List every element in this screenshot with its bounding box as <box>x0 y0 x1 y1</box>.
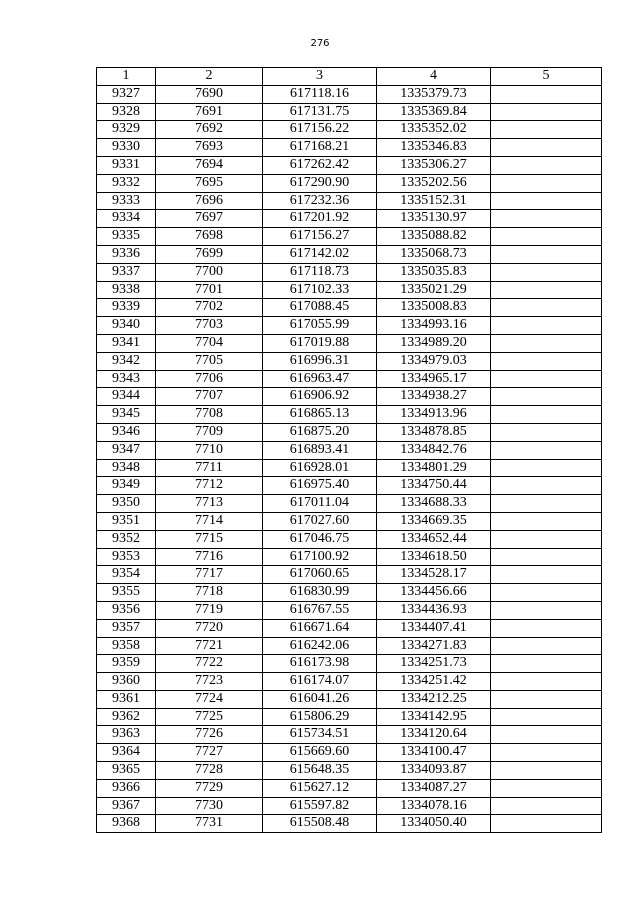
table-row <box>97 815 602 833</box>
table-cell-col-4: 1334212.25 <box>377 690 491 708</box>
table-cell-col-5 <box>491 388 602 406</box>
table-cell-col-2: 7708 <box>156 406 263 424</box>
table-cell-col-5 <box>491 495 602 513</box>
table-cell-col-3: 617055.99 <box>263 317 377 335</box>
table-cell-col-2: 7724 <box>156 690 263 708</box>
table-cell-col-5 <box>491 139 602 157</box>
table-cell-col-5 <box>491 245 602 263</box>
table-row <box>97 477 602 495</box>
table-cell-col-3: 615806.29 <box>263 708 377 726</box>
table-cell-col-3: 615669.60 <box>263 744 377 762</box>
table-cell-col-4: 1335352.02 <box>377 121 491 139</box>
table-cell-col-3: 616865.13 <box>263 406 377 424</box>
table-cell-col-2: 7692 <box>156 121 263 139</box>
table-cell-col-3: 617290.90 <box>263 174 377 192</box>
table-cell-col-4: 1334100.47 <box>377 744 491 762</box>
table-cell-col-4: 1335369.84 <box>377 103 491 121</box>
table-cell-col-1: 9351 <box>97 512 156 530</box>
table-cell-col-2: 7706 <box>156 370 263 388</box>
table-cell-col-2: 7693 <box>156 139 263 157</box>
table-cell-col-3: 616174.07 <box>263 673 377 691</box>
table-cell-col-4: 1334120.64 <box>377 726 491 744</box>
table-cell-col-3: 617168.21 <box>263 139 377 157</box>
table-cell-col-2: 7712 <box>156 477 263 495</box>
table-cell-col-2: 7699 <box>156 245 263 263</box>
table-cell-col-2: 7690 <box>156 85 263 103</box>
table-cell-col-1: 9349 <box>97 477 156 495</box>
table-cell-col-5 <box>491 637 602 655</box>
table-row <box>97 619 602 637</box>
table-cell-col-5 <box>491 690 602 708</box>
table-cell-col-4: 1335008.83 <box>377 299 491 317</box>
table-cell-col-3: 617100.92 <box>263 548 377 566</box>
table-cell-col-1: 9337 <box>97 263 156 281</box>
table-cell-col-5 <box>491 584 602 602</box>
table-cell-col-1: 9362 <box>97 708 156 726</box>
table-cell-col-5 <box>491 459 602 477</box>
table-row <box>97 299 602 317</box>
table-cell-col-1: 9327 <box>97 85 156 103</box>
table-cell-col-3: 616893.41 <box>263 441 377 459</box>
table-cell-col-2: 7719 <box>156 601 263 619</box>
table-cell-col-4: 1334688.33 <box>377 495 491 513</box>
table-cell-col-2: 7701 <box>156 281 263 299</box>
table-cell-col-4: 1334618.50 <box>377 548 491 566</box>
table-cell-col-3: 617131.75 <box>263 103 377 121</box>
table-cell-col-5 <box>491 477 602 495</box>
table-cell-col-1: 9359 <box>97 655 156 673</box>
table-row <box>97 334 602 352</box>
table-cell-col-3: 617262.42 <box>263 156 377 174</box>
table-row <box>97 192 602 210</box>
table-cell-col-2: 7697 <box>156 210 263 228</box>
table-cell-col-1: 9367 <box>97 797 156 815</box>
table-row <box>97 512 602 530</box>
table-cell-col-3: 617088.45 <box>263 299 377 317</box>
table-cell-col-4: 1334528.17 <box>377 566 491 584</box>
table-row <box>97 103 602 121</box>
table-cell-col-3: 617142.02 <box>263 245 377 263</box>
table-cell-col-5 <box>491 744 602 762</box>
table-cell-col-4: 1334436.93 <box>377 601 491 619</box>
table-cell-col-2: 7700 <box>156 263 263 281</box>
table-row <box>97 210 602 228</box>
table-cell-col-3: 617046.75 <box>263 530 377 548</box>
table-cell-col-5 <box>491 370 602 388</box>
table-cell-col-2: 7694 <box>156 156 263 174</box>
table-row <box>97 263 602 281</box>
table-cell-col-2: 7721 <box>156 637 263 655</box>
table-cell-col-1: 9336 <box>97 245 156 263</box>
table-cell-col-5 <box>491 406 602 424</box>
table-cell-col-3: 616173.98 <box>263 655 377 673</box>
table-cell-col-3: 617118.73 <box>263 263 377 281</box>
table-cell-col-3: 617232.36 <box>263 192 377 210</box>
table-row <box>97 174 602 192</box>
table-cell-col-4: 1334993.16 <box>377 317 491 335</box>
table-cell-col-5 <box>491 619 602 637</box>
table-cell-col-5 <box>491 317 602 335</box>
table-row <box>97 121 602 139</box>
table-cell-col-2: 7727 <box>156 744 263 762</box>
table-cell-col-5 <box>491 726 602 744</box>
table-cell-col-1: 9329 <box>97 121 156 139</box>
table-cell-col-3: 616830.99 <box>263 584 377 602</box>
coordinates-table <box>96 67 602 833</box>
table-cell-col-4: 1334251.73 <box>377 655 491 673</box>
column-header-4: 4 <box>377 68 491 86</box>
table-cell-col-3: 615734.51 <box>263 726 377 744</box>
table-cell-col-3: 616767.55 <box>263 601 377 619</box>
table-cell-col-2: 7720 <box>156 619 263 637</box>
table-cell-col-4: 1335068.73 <box>377 245 491 263</box>
table-cell-col-2: 7705 <box>156 352 263 370</box>
table-cell-col-3: 616242.06 <box>263 637 377 655</box>
table-cell-col-2: 7710 <box>156 441 263 459</box>
table-row <box>97 281 602 299</box>
table-cell-col-5 <box>491 352 602 370</box>
table-row <box>97 370 602 388</box>
table-cell-col-1: 9346 <box>97 423 156 441</box>
table-cell-col-4: 1334407.41 <box>377 619 491 637</box>
table-cell-col-2: 7695 <box>156 174 263 192</box>
table-cell-col-2: 7702 <box>156 299 263 317</box>
table-cell-col-3: 616996.31 <box>263 352 377 370</box>
table-cell-col-1: 9335 <box>97 228 156 246</box>
table-cell-col-5 <box>491 334 602 352</box>
table-cell-col-2: 7716 <box>156 548 263 566</box>
table-cell-col-4: 1334142.95 <box>377 708 491 726</box>
table-cell-col-5 <box>491 762 602 780</box>
table-cell-col-2: 7723 <box>156 673 263 691</box>
table-cell-col-4: 1334093.87 <box>377 762 491 780</box>
page-number: 276 <box>310 38 330 49</box>
table-cell-col-1: 9365 <box>97 762 156 780</box>
table-cell-col-3: 615648.35 <box>263 762 377 780</box>
table-cell-col-3: 616875.20 <box>263 423 377 441</box>
table-cell-col-4: 1334050.40 <box>377 815 491 833</box>
table-cell-col-5 <box>491 121 602 139</box>
table-row <box>97 797 602 815</box>
table-cell-col-4: 1335021.29 <box>377 281 491 299</box>
table-cell-col-1: 9356 <box>97 601 156 619</box>
table-cell-col-1: 9366 <box>97 779 156 797</box>
table-cell-col-2: 7713 <box>156 495 263 513</box>
table-row <box>97 406 602 424</box>
table-cell-col-2: 7730 <box>156 797 263 815</box>
table-cell-col-1: 9360 <box>97 673 156 691</box>
table-cell-col-5 <box>491 263 602 281</box>
table-cell-col-4: 1334750.44 <box>377 477 491 495</box>
table-row <box>97 156 602 174</box>
column-header-2: 2 <box>156 68 263 86</box>
table-cell-col-5 <box>491 566 602 584</box>
table-cell-col-2: 7722 <box>156 655 263 673</box>
table-row <box>97 317 602 335</box>
table-cell-col-3: 617027.60 <box>263 512 377 530</box>
table-cell-col-1: 9343 <box>97 370 156 388</box>
table-cell-col-4: 1334842.76 <box>377 441 491 459</box>
table-cell-col-2: 7729 <box>156 779 263 797</box>
table-body <box>97 85 602 832</box>
table-cell-col-5 <box>491 815 602 833</box>
table-cell-col-3: 616041.26 <box>263 690 377 708</box>
table-row <box>97 726 602 744</box>
table-cell-col-1: 9363 <box>97 726 156 744</box>
table-cell-col-1: 9334 <box>97 210 156 228</box>
table-cell-col-5 <box>491 797 602 815</box>
table-cell-col-5 <box>491 85 602 103</box>
table-cell-col-2: 7726 <box>156 726 263 744</box>
table-cell-col-4: 1334078.16 <box>377 797 491 815</box>
table-cell-col-1: 9332 <box>97 174 156 192</box>
table-cell-col-1: 9358 <box>97 637 156 655</box>
column-header-5: 5 <box>491 68 602 86</box>
table-cell-col-4: 1335202.56 <box>377 174 491 192</box>
table-row <box>97 352 602 370</box>
table-cell-col-3: 615627.12 <box>263 779 377 797</box>
table-cell-col-1: 9341 <box>97 334 156 352</box>
table-cell-col-1: 9344 <box>97 388 156 406</box>
table-cell-col-1: 9333 <box>97 192 156 210</box>
table-row <box>97 779 602 797</box>
table-cell-col-5 <box>491 192 602 210</box>
table-cell-col-5 <box>491 779 602 797</box>
table-row <box>97 441 602 459</box>
table-cell-col-5 <box>491 423 602 441</box>
table-cell-col-5 <box>491 441 602 459</box>
table-cell-col-3: 617011.04 <box>263 495 377 513</box>
table-cell-col-1: 9357 <box>97 619 156 637</box>
table-cell-col-4: 1334087.27 <box>377 779 491 797</box>
table-cell-col-5 <box>491 601 602 619</box>
table-cell-col-2: 7717 <box>156 566 263 584</box>
table-cell-col-3: 617019.88 <box>263 334 377 352</box>
table-cell-col-4: 1335306.27 <box>377 156 491 174</box>
table-cell-col-4: 1334251.42 <box>377 673 491 691</box>
table-cell-col-3: 617118.16 <box>263 85 377 103</box>
column-header-3: 3 <box>263 68 377 86</box>
table-cell-col-5 <box>491 156 602 174</box>
table-cell-col-1: 9331 <box>97 156 156 174</box>
table-row <box>97 584 602 602</box>
table-cell-col-4: 1335346.83 <box>377 139 491 157</box>
table-cell-col-1: 9342 <box>97 352 156 370</box>
table-cell-col-4: 1334652.44 <box>377 530 491 548</box>
table-cell-col-4: 1335379.73 <box>377 85 491 103</box>
table-cell-col-1: 9364 <box>97 744 156 762</box>
table-cell-col-3: 616671.64 <box>263 619 377 637</box>
table-cell-col-5 <box>491 228 602 246</box>
table-row <box>97 459 602 477</box>
table-cell-col-1: 9328 <box>97 103 156 121</box>
table-cell-col-2: 7696 <box>156 192 263 210</box>
table-cell-col-3: 616906.92 <box>263 388 377 406</box>
table-cell-col-1: 9350 <box>97 495 156 513</box>
table-cell-col-5 <box>491 655 602 673</box>
table-cell-col-2: 7703 <box>156 317 263 335</box>
table-row <box>97 85 602 103</box>
table-cell-col-4: 1334989.20 <box>377 334 491 352</box>
table-cell-col-2: 7711 <box>156 459 263 477</box>
table-cell-col-5 <box>491 174 602 192</box>
table-row <box>97 637 602 655</box>
table-cell-col-1: 9348 <box>97 459 156 477</box>
table-cell-col-2: 7715 <box>156 530 263 548</box>
table-row <box>97 762 602 780</box>
table-cell-col-1: 9361 <box>97 690 156 708</box>
table-row <box>97 708 602 726</box>
table-header-row <box>97 68 602 86</box>
table-cell-col-2: 7698 <box>156 228 263 246</box>
table-row <box>97 423 602 441</box>
table-cell-col-3: 617060.65 <box>263 566 377 584</box>
table-cell-col-5 <box>491 548 602 566</box>
table-cell-col-2: 7704 <box>156 334 263 352</box>
table-row <box>97 566 602 584</box>
table-cell-col-1: 9347 <box>97 441 156 459</box>
table-row <box>97 228 602 246</box>
table-cell-col-5 <box>491 281 602 299</box>
table-cell-col-2: 7728 <box>156 762 263 780</box>
table-cell-col-4: 1335088.82 <box>377 228 491 246</box>
table-cell-col-2: 7718 <box>156 584 263 602</box>
table-cell-col-4: 1334801.29 <box>377 459 491 477</box>
table-cell-col-2: 7731 <box>156 815 263 833</box>
table-cell-col-4: 1334271.83 <box>377 637 491 655</box>
table-cell-col-3: 617102.33 <box>263 281 377 299</box>
table-cell-col-4: 1334878.85 <box>377 423 491 441</box>
table-cell-col-1: 9345 <box>97 406 156 424</box>
table-cell-col-1: 9352 <box>97 530 156 548</box>
table-cell-col-4: 1334938.27 <box>377 388 491 406</box>
table-cell-col-1: 9368 <box>97 815 156 833</box>
table-cell-col-2: 7714 <box>156 512 263 530</box>
table-cell-col-4: 1334669.35 <box>377 512 491 530</box>
table-cell-col-5 <box>491 708 602 726</box>
table-row <box>97 548 602 566</box>
table-cell-col-4: 1334913.96 <box>377 406 491 424</box>
table-cell-col-4: 1334456.66 <box>377 584 491 602</box>
table-cell-col-5 <box>491 210 602 228</box>
table-cell-col-3: 616928.01 <box>263 459 377 477</box>
table-cell-col-5 <box>491 530 602 548</box>
table-cell-col-4: 1334979.03 <box>377 352 491 370</box>
table-cell-col-5 <box>491 512 602 530</box>
table-cell-col-3: 617156.27 <box>263 228 377 246</box>
table-cell-col-2: 7707 <box>156 388 263 406</box>
table-cell-col-3: 616975.40 <box>263 477 377 495</box>
table-row <box>97 495 602 513</box>
table-cell-col-1: 9338 <box>97 281 156 299</box>
table-cell-col-4: 1334965.17 <box>377 370 491 388</box>
table-cell-col-1: 9354 <box>97 566 156 584</box>
table-cell-col-1: 9353 <box>97 548 156 566</box>
table-row <box>97 388 602 406</box>
table-cell-col-2: 7725 <box>156 708 263 726</box>
table-cell-col-4: 1335035.83 <box>377 263 491 281</box>
table-row <box>97 744 602 762</box>
table-cell-col-5 <box>491 103 602 121</box>
table-cell-col-1: 9355 <box>97 584 156 602</box>
table-row <box>97 690 602 708</box>
table-cell-col-1: 9330 <box>97 139 156 157</box>
table-row <box>97 139 602 157</box>
table-cell-col-1: 9340 <box>97 317 156 335</box>
table-cell-col-2: 7691 <box>156 103 263 121</box>
table-cell-col-5 <box>491 673 602 691</box>
table-cell-col-3: 617156.22 <box>263 121 377 139</box>
table-row <box>97 655 602 673</box>
table-cell-col-5 <box>491 299 602 317</box>
column-header-1: 1 <box>97 68 156 86</box>
table-cell-col-4: 1335130.97 <box>377 210 491 228</box>
table-cell-col-2: 7709 <box>156 423 263 441</box>
table-cell-col-1: 9339 <box>97 299 156 317</box>
table-row <box>97 673 602 691</box>
table-cell-col-3: 616963.47 <box>263 370 377 388</box>
table-row <box>97 245 602 263</box>
table-row <box>97 601 602 619</box>
table-cell-col-3: 615508.48 <box>263 815 377 833</box>
table-cell-col-4: 1335152.31 <box>377 192 491 210</box>
table-cell-col-3: 617201.92 <box>263 210 377 228</box>
table-row <box>97 530 602 548</box>
table-cell-col-3: 615597.82 <box>263 797 377 815</box>
